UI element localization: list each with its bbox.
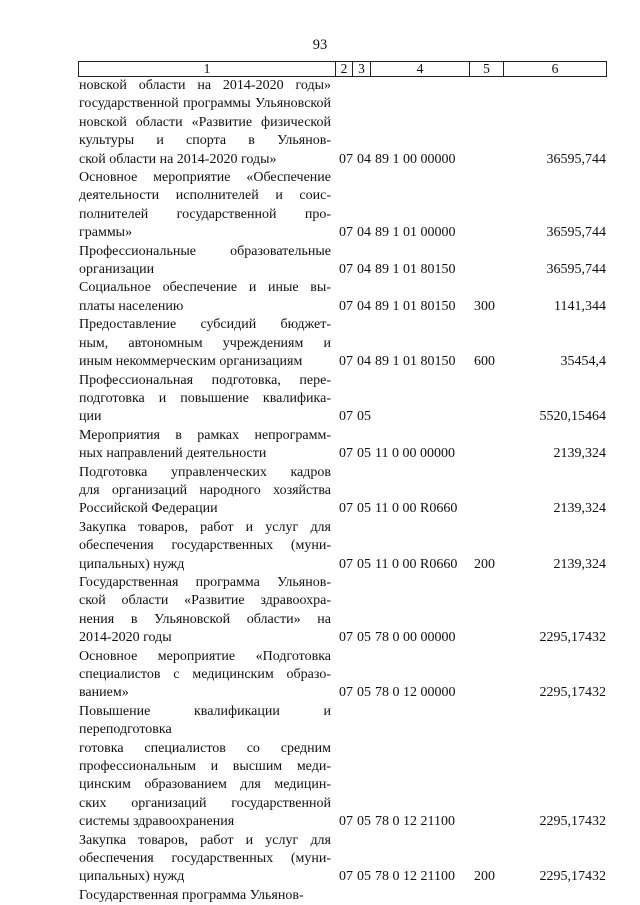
amount-value: 2139,324 (553, 501, 606, 517)
column-header-row (79, 62, 607, 77)
description-line: Профессиональные образовательные (79, 243, 331, 259)
description-line: готовка специалистов со средним (79, 740, 331, 756)
table-row (0, 279, 640, 316)
section-code: 07 (339, 151, 353, 167)
table-row (0, 703, 640, 832)
target-article-code: 89 1 01 00000 (375, 225, 456, 241)
budget-table-body (0, 77, 640, 905)
section-code: 07 (339, 685, 353, 701)
target-article-code: 78 0 00 00000 (375, 630, 456, 646)
target-article-code: 78 0 12 21100 (375, 869, 455, 885)
subsection-code: 04 (357, 298, 371, 314)
target-article-code: 89 1 01 80150 (375, 262, 456, 278)
target-article-code: 11 0 00 R0660 (375, 556, 458, 572)
description-line: граммы» (79, 225, 133, 241)
row-description (79, 574, 331, 648)
row-description (79, 519, 331, 574)
amount-value: 2295,17432 (539, 685, 606, 701)
description-line: цинским образованием для медицин- (79, 777, 331, 793)
description-line: ципальных) нужд (79, 556, 185, 572)
description-line: Закупка товаров, работ и услуг для (79, 519, 331, 535)
subsection-code: 05 (357, 501, 371, 517)
description-line: новской области на 2014-2020 годы» (79, 78, 331, 93)
description-line: ным, автономным учреждениям и (79, 335, 331, 351)
expense-type-code: 300 (474, 298, 495, 314)
description-line: иным некоммерческим организациям (79, 354, 303, 370)
description-line: нения в Ульяновской области» на (79, 611, 331, 627)
description-line: специалистов с медицинским образо- (79, 667, 331, 682)
row-description (79, 832, 331, 887)
amount-value: 2139,324 (553, 446, 606, 462)
description-line: Закупка товаров, работ и услуг для (79, 832, 331, 848)
row-description (79, 243, 331, 280)
table-row (0, 77, 640, 169)
target-article-code: 89 1 01 80150 (375, 354, 456, 370)
row-description (79, 703, 331, 832)
row-description (79, 648, 331, 703)
row-description (79, 77, 331, 169)
row-description (79, 372, 331, 427)
section-code: 07 (339, 869, 353, 885)
description-line: Профессиональная подготовка, пере- (79, 372, 331, 388)
row-description (79, 427, 331, 464)
description-line: подготовка и повышение квалифика- (79, 390, 331, 406)
table-row (0, 648, 640, 703)
amount-value: 36595,744 (546, 225, 606, 241)
description-line: культуры и спорта в Ульянов- (79, 133, 331, 149)
description-line: деятельности исполнителей и соис- (79, 188, 331, 204)
column-header-4: 4 (371, 62, 470, 77)
description-line: Основное мероприятие «Подготовка (79, 648, 331, 664)
table-row (0, 519, 640, 574)
description-line: новской области «Развитие физической (79, 114, 331, 130)
amount-value: 36595,744 (546, 262, 606, 278)
expense-type-code: 200 (474, 556, 495, 572)
description-line: обеспечения государственных (муни- (79, 538, 331, 554)
row-description (79, 464, 331, 519)
target-article-code: 78 0 12 21100 (375, 814, 455, 830)
column-header-table (78, 61, 607, 77)
section-code: 07 (339, 354, 353, 370)
description-line: ской области на 2014-2020 годы» (79, 151, 277, 167)
amount-value: 1141,344 (554, 298, 606, 314)
description-line: ской области «Развитие здравоохра- (79, 593, 331, 609)
section-code: 07 (339, 409, 353, 425)
table-row (0, 832, 640, 887)
subsection-code: 05 (357, 446, 371, 462)
description-line: профессиональным и высшим меди- (79, 759, 331, 775)
description-line: ных направлений деятельности (79, 446, 267, 462)
page-number: 93 (312, 37, 328, 53)
expense-type-code: 600 (474, 354, 495, 370)
subsection-code: 05 (357, 869, 371, 885)
subsection-code: 04 (357, 151, 371, 167)
expense-type-code: 200 (474, 869, 495, 885)
description-line: платы населению (79, 298, 184, 314)
column-header-1: 1 (79, 62, 336, 77)
row-description (79, 169, 331, 243)
table-row (0, 427, 640, 464)
section-code: 07 (339, 225, 353, 241)
table-row (0, 372, 640, 427)
target-article-code: 11 0 00 R0660 (375, 501, 458, 517)
subsection-code: 04 (357, 262, 371, 278)
row-description (79, 316, 331, 371)
description-line: Основное мероприятие «Обеспечение (79, 170, 331, 186)
section-code: 07 (339, 630, 353, 646)
section-code: 07 (339, 556, 353, 572)
table-row (0, 243, 640, 280)
description-line: для организаций народного хозяйства (79, 482, 331, 498)
column-header-2: 2 (336, 62, 353, 77)
target-article-code: 89 1 01 80150 (375, 298, 456, 314)
amount-value: 5520,15464 (539, 409, 606, 425)
description-line: полнителей государственной про- (79, 206, 331, 222)
row-description (79, 887, 331, 905)
description-line: ции (79, 409, 102, 425)
amount-value: 2295,17432 (539, 869, 606, 885)
row-description (79, 279, 331, 316)
description-line: Государственная программа Ульянов- (79, 887, 304, 903)
amount-value: 36595,744 (546, 151, 606, 167)
description-line: системы здравоохранения (79, 814, 235, 830)
target-article-code: 78 0 12 00000 (375, 685, 456, 701)
description-line: Социальное обеспечение и иные вы- (79, 280, 331, 296)
subsection-code: 05 (357, 556, 371, 572)
table-row (0, 464, 640, 519)
description-line: государственной программы Ульяновской (79, 96, 331, 112)
section-code: 07 (339, 814, 353, 830)
target-article-code: 89 1 00 00000 (375, 151, 456, 167)
table-row (0, 169, 640, 243)
amount-value: 2295,17432 (539, 814, 606, 830)
description-line: ципальных) нужд (79, 869, 185, 885)
description-line: Предоставление субсидий бюджет- (79, 317, 331, 333)
amount-value: 2139,324 (553, 556, 606, 572)
description-line: ванием» (79, 685, 129, 701)
subsection-code: 05 (357, 409, 371, 425)
description-line: ских организаций государственной (79, 795, 331, 811)
subsection-code: 05 (357, 685, 371, 701)
section-code: 07 (339, 501, 353, 517)
description-line: обеспечения государственных (муни- (79, 851, 331, 867)
subsection-code: 04 (357, 225, 371, 241)
column-header-6: 6 (504, 62, 607, 77)
amount-value: 2295,17432 (539, 630, 606, 646)
section-code: 07 (339, 298, 353, 314)
table-row (0, 574, 640, 648)
description-line: Государственная программа Ульянов- (79, 574, 331, 590)
table-row (0, 887, 640, 905)
subsection-code: 05 (357, 630, 371, 646)
target-article-code: 11 0 00 00000 (375, 446, 455, 462)
table-row (0, 316, 640, 371)
section-code: 07 (339, 262, 353, 278)
amount-value: 35454,4 (560, 354, 606, 370)
column-header-3: 3 (353, 62, 371, 77)
description-line: Российской Федерации (79, 501, 218, 517)
description-line: организации (79, 262, 155, 278)
description-line: 2014-2020 годы (79, 630, 172, 646)
column-header-5: 5 (470, 62, 504, 77)
description-line: Повышение квалификации и переподготовка (79, 703, 331, 738)
subsection-code: 05 (357, 814, 371, 830)
description-line: Подготовка управленческих кадров (79, 464, 331, 480)
section-code: 07 (339, 446, 353, 462)
description-line: Мероприятия в рамках непрограмм- (79, 427, 331, 443)
subsection-code: 04 (357, 354, 371, 370)
